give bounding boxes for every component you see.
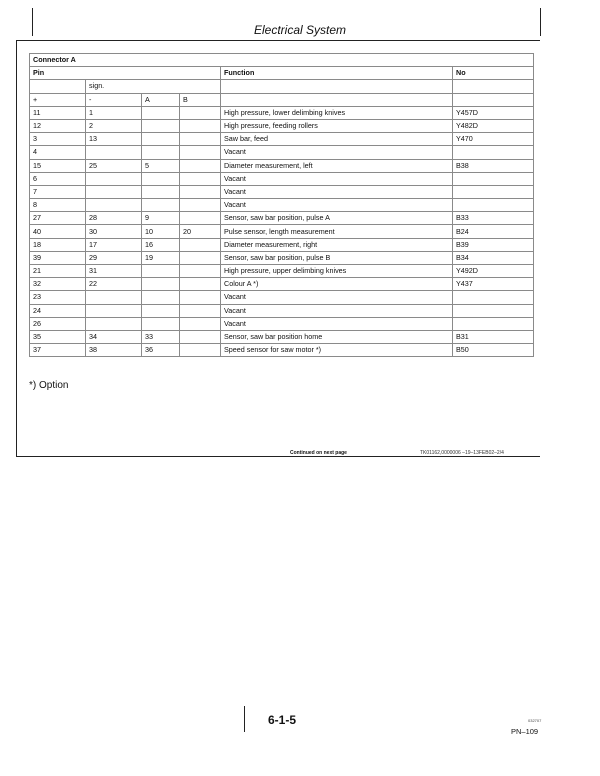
small-code: 032707 (528, 718, 542, 723)
cell-minus: 1 (86, 106, 142, 119)
table-header-row (30, 67, 534, 80)
pn-number: PN–109 (511, 727, 539, 736)
cell-b (180, 238, 221, 251)
page-number-rule (244, 706, 245, 732)
header-no: No (453, 67, 534, 80)
table-row (30, 199, 534, 212)
cell-b (180, 172, 221, 185)
subheader-empty (453, 80, 534, 93)
cell-plus: 35 (30, 330, 86, 343)
cell-a (142, 172, 180, 185)
cell-plus: 3 (30, 133, 86, 146)
cell-b (180, 133, 221, 146)
cell-no: Y470 (453, 133, 534, 146)
cell-plus: 4 (30, 146, 86, 159)
cell-no: Y457D (453, 106, 534, 119)
cell-a: 5 (142, 159, 180, 172)
cell-function: Sensor, saw bar position home (221, 330, 453, 343)
continued-note: Continued on next page (290, 450, 347, 456)
cell-b (180, 278, 221, 291)
cell-plus: 6 (30, 172, 86, 185)
cell-function: High pressure, feeding rollers (221, 119, 453, 132)
cell-no (453, 146, 534, 159)
cell-minus: 29 (86, 251, 142, 264)
subheader-minus: - (86, 93, 142, 106)
cell-a (142, 265, 180, 278)
table-row (30, 278, 534, 291)
content-frame-left (16, 40, 17, 456)
cell-no (453, 317, 534, 330)
table-row (30, 251, 534, 264)
cell-plus: 27 (30, 212, 86, 225)
cell-function: Vacant (221, 291, 453, 304)
cell-no: B34 (453, 251, 534, 264)
cell-plus: 8 (30, 199, 86, 212)
subheader-empty (30, 80, 86, 93)
table-subheader2-row (30, 93, 534, 106)
cell-b (180, 291, 221, 304)
cell-minus: 31 (86, 265, 142, 278)
page-number: 6-1-5 (268, 713, 297, 727)
table-row (30, 330, 534, 343)
cell-a (142, 185, 180, 198)
cell-function: Sensor, saw bar position, pulse B (221, 251, 453, 264)
cell-b (180, 265, 221, 278)
cell-plus: 15 (30, 159, 86, 172)
document-code: TK01162,0000006 –19–13FEB02–2/4 (420, 450, 504, 456)
table-title: Connector A (30, 54, 534, 67)
cell-a: 36 (142, 344, 180, 357)
cell-a (142, 278, 180, 291)
cell-plus: 21 (30, 265, 86, 278)
subheader-b: B (180, 93, 221, 106)
cell-a (142, 199, 180, 212)
cell-no: B24 (453, 225, 534, 238)
subheader-empty (221, 93, 453, 106)
table-row (30, 185, 534, 198)
cell-function: Diameter measurement, left (221, 159, 453, 172)
subheader-a: A (142, 93, 180, 106)
cell-plus: 26 (30, 317, 86, 330)
cell-no: B31 (453, 330, 534, 343)
cell-minus (86, 199, 142, 212)
cell-a (142, 304, 180, 317)
table-row (30, 172, 534, 185)
table-row (30, 212, 534, 225)
cell-a: 9 (142, 212, 180, 225)
cell-minus (86, 304, 142, 317)
table-title-row (30, 54, 534, 67)
cell-a: 19 (142, 251, 180, 264)
cell-b (180, 119, 221, 132)
cell-minus: 13 (86, 133, 142, 146)
cell-function: Vacant (221, 185, 453, 198)
cell-minus: 25 (86, 159, 142, 172)
table-row (30, 225, 534, 238)
connector-table (29, 53, 534, 357)
cell-minus: 22 (86, 278, 142, 291)
table-row (30, 291, 534, 304)
table-row (30, 344, 534, 357)
cell-b (180, 146, 221, 159)
cell-no: B38 (453, 159, 534, 172)
cell-function: Sensor, saw bar position, pulse A (221, 212, 453, 225)
cell-function: Speed sensor for saw motor *) (221, 344, 453, 357)
footnote: *) Option (29, 380, 69, 391)
cell-function: High pressure, upper delimbing knives (221, 265, 453, 278)
cell-function: Pulse sensor, length measurement (221, 225, 453, 238)
cell-a (142, 146, 180, 159)
cell-a (142, 119, 180, 132)
cell-minus (86, 317, 142, 330)
cell-no: Y492D (453, 265, 534, 278)
cell-plus: 11 (30, 106, 86, 119)
cell-plus: 40 (30, 225, 86, 238)
cell-b (180, 185, 221, 198)
cell-minus: 2 (86, 119, 142, 132)
cell-function: Vacant (221, 304, 453, 317)
cell-no (453, 199, 534, 212)
cell-b (180, 344, 221, 357)
cell-no: B33 (453, 212, 534, 225)
cell-function: Vacant (221, 146, 453, 159)
cell-function: Diameter measurement, right (221, 238, 453, 251)
table-row (30, 265, 534, 278)
cell-b (180, 330, 221, 343)
cell-function: Colour A *) (221, 278, 453, 291)
cell-function: Vacant (221, 199, 453, 212)
table-row (30, 146, 534, 159)
cell-a (142, 317, 180, 330)
cell-b: 20 (180, 225, 221, 238)
cell-no: B50 (453, 344, 534, 357)
subheader-sign: sign. (86, 80, 221, 93)
cell-plus: 39 (30, 251, 86, 264)
cell-function: High pressure, lower delimbing knives (221, 106, 453, 119)
cell-plus: 32 (30, 278, 86, 291)
cell-function: Saw bar, feed (221, 133, 453, 146)
table-row (30, 119, 534, 132)
cell-minus: 30 (86, 225, 142, 238)
cell-minus (86, 185, 142, 198)
cell-minus: 38 (86, 344, 142, 357)
cell-plus: 23 (30, 291, 86, 304)
cell-minus: 17 (86, 238, 142, 251)
cell-function: Vacant (221, 317, 453, 330)
cell-plus: 18 (30, 238, 86, 251)
table-subheader-row (30, 80, 534, 93)
cell-a (142, 291, 180, 304)
table-row (30, 304, 534, 317)
cell-no (453, 172, 534, 185)
cell-plus: 37 (30, 344, 86, 357)
cell-plus: 7 (30, 185, 86, 198)
table-row (30, 317, 534, 330)
cell-a: 33 (142, 330, 180, 343)
cell-a: 10 (142, 225, 180, 238)
header-pin: Pin (30, 67, 221, 80)
table-row (30, 106, 534, 119)
cell-minus: 28 (86, 212, 142, 225)
cell-no: Y437 (453, 278, 534, 291)
subheader-empty (221, 80, 453, 93)
cell-b (180, 251, 221, 264)
content-frame-bottom (16, 456, 540, 457)
cell-function: Vacant (221, 172, 453, 185)
cell-no (453, 185, 534, 198)
cell-minus (86, 146, 142, 159)
cell-no: B39 (453, 238, 534, 251)
cell-b (180, 212, 221, 225)
cell-plus: 12 (30, 119, 86, 132)
cell-b (180, 304, 221, 317)
header-function: Function (221, 67, 453, 80)
cell-b (180, 317, 221, 330)
cell-b (180, 106, 221, 119)
subheader-plus: + (30, 93, 86, 106)
cell-minus: 34 (86, 330, 142, 343)
header-divider (16, 40, 540, 41)
cell-b (180, 199, 221, 212)
subheader-empty (453, 93, 534, 106)
cell-a (142, 106, 180, 119)
cell-plus: 24 (30, 304, 86, 317)
table-row (30, 238, 534, 251)
table-row (30, 133, 534, 146)
cell-minus (86, 291, 142, 304)
cell-a: 16 (142, 238, 180, 251)
cell-no: Y482D (453, 119, 534, 132)
cell-no (453, 304, 534, 317)
cell-a (142, 133, 180, 146)
cell-b (180, 159, 221, 172)
cell-minus (86, 172, 142, 185)
cell-no (453, 291, 534, 304)
page-header-title: Electrical System (253, 23, 347, 37)
table-row (30, 159, 534, 172)
